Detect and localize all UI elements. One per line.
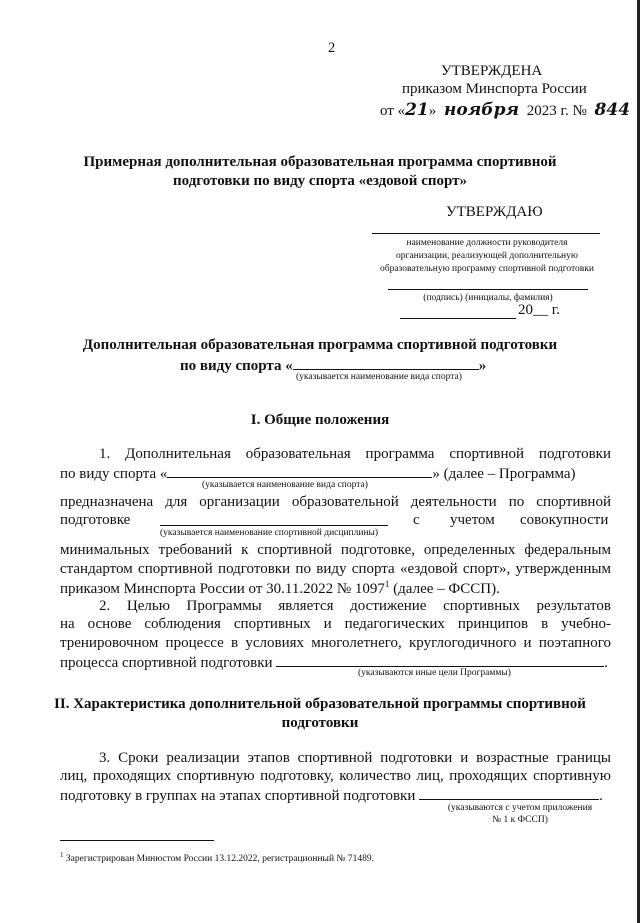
p3-line3-prefix: подготовку в группах на этапах спортивной подготовки: [60, 788, 416, 804]
doc-title-line2: подготовки по виду спорта «ездовой спорт»: [172, 173, 468, 189]
section2-heading-line1: II. Характеристика дополнительной образовательной программы спортивной: [54, 696, 586, 712]
p1-line7-b: (далее – ФССП).: [389, 581, 500, 597]
section1-p1-line3: предназначена для организации образовательной деятельности по спортивной: [60, 494, 611, 510]
p1-line4-e: совокупности: [520, 512, 609, 528]
program-title-line1: Дополнительная образовательная программа спортивной подготовки: [82, 337, 558, 353]
footnote-separator: [60, 840, 214, 841]
p1-line4-prefix: подготовке: [60, 512, 131, 528]
section1-p1-line1: 1. Дополнительная образовательная программа спортивной подготовки: [99, 446, 611, 462]
approval-date-line: [380, 100, 630, 120]
p3-caption-1: (указываются с учетом приложения: [447, 803, 593, 813]
program-title-caption: (указывается наименование вида спорта): [296, 372, 462, 382]
p1-line2-suffix: » (далее – Программа): [432, 466, 576, 482]
footnote-mark: 1: [60, 851, 64, 859]
section2-p3-line2: лиц, проходящих спортивную подготовку, количество лиц, проходящих спортивную: [60, 768, 611, 784]
approval-year-text: 2023 г. №: [526, 103, 587, 119]
section1-p2-line4: [60, 653, 608, 672]
section1-p1-line5: минимальных требований к спортивной подготовке, определенных федеральным: [60, 542, 611, 558]
program-title-suffix: »: [478, 358, 487, 374]
p3-caption-2: № 1 к ФССП): [492, 815, 548, 825]
program-title-blank: [293, 356, 479, 370]
p1-caption-sport: (указывается наименование вида спорта): [202, 480, 368, 490]
approve-year: 20__ г.: [518, 302, 560, 318]
footnote: [60, 851, 374, 864]
footnote-ref-1[interactable]: 1: [384, 579, 390, 589]
p1-line2-prefix: по виду спорта «: [60, 466, 168, 482]
approval-from-prefix: от «: [380, 103, 406, 119]
p1-sport-blank: [167, 464, 432, 478]
p2-goals-blank: [276, 653, 604, 667]
section1-p2-line2: на основе соблюдения спортивных и педагогических принципов в учебно-: [60, 616, 611, 632]
section1-p2-line3: тренировочном процессе в условиях многолетнего, круглогодичного и поэтапного: [60, 635, 611, 651]
p3-stages-blank: [419, 786, 599, 800]
program-title-prefix: по виду спорта «: [180, 358, 293, 374]
approval-from-mid: »: [428, 103, 437, 119]
approve-caption-2: организации, реализующей дополнительную: [396, 251, 578, 261]
approval-day-handwritten: 21: [405, 100, 429, 120]
section1-p1-line6: стандартом спортивной подготовки по виду спорта «ездовой спорт», утвержденным: [60, 561, 611, 577]
approve-signature-caption: (подпись) (инициалы, фамилия): [423, 293, 553, 303]
approval-order-line: приказом Минспорта России: [402, 81, 587, 97]
section2-p3-line1: 3. Сроки реализации этапов спортивной подготовки и возрастные границы: [99, 750, 611, 766]
section1-p1-line7: [60, 579, 500, 598]
p1-caption-discipline: (указывается наименование спортивной дисциплины): [160, 528, 379, 538]
section1-heading: I. Общие положения: [250, 412, 390, 428]
section2-heading-line2: подготовки: [281, 715, 359, 731]
doc-title-line1: Примерная дополнительная образовательная программа спортивной: [83, 154, 557, 170]
footnote-text: Зарегистрирован Минюстом России 13.12.2022, регистрационный № 71489.: [63, 854, 374, 865]
approve-date-line: [400, 318, 516, 319]
p3-line3-suffix: .: [599, 788, 603, 804]
p1-line4-c: с: [413, 512, 420, 528]
p1-discipline-blank: [160, 525, 388, 526]
p2-line4-suffix: .: [604, 655, 609, 671]
approve-position-line: [372, 233, 600, 234]
approve-signature-line: [388, 289, 588, 290]
approval-month-handwritten: ноября: [444, 100, 519, 120]
approve-caption-3: образовательную программу спортивной подготовки: [379, 264, 594, 274]
p1-line4-d: учетом: [450, 512, 495, 528]
p1-line7-a: приказом Минспорта России от 30.11.2022 № 1097: [60, 581, 385, 597]
approve-title: УТВЕРЖДАЮ: [446, 204, 543, 220]
approval-title: УТВЕРЖДЕНА: [441, 63, 543, 79]
approve-caption-1: наименование должности руководителя: [406, 238, 568, 248]
page-number: 2: [328, 40, 336, 56]
p2-line4-prefix: процесса спортивной подготовки: [60, 655, 273, 671]
p2-caption-goals: (указываются иные цели Программы): [358, 668, 511, 678]
section1-p2-line1: 2. Целью Программы является достижение спортивных результатов: [99, 598, 611, 614]
approval-number-handwritten: 844: [594, 100, 631, 120]
